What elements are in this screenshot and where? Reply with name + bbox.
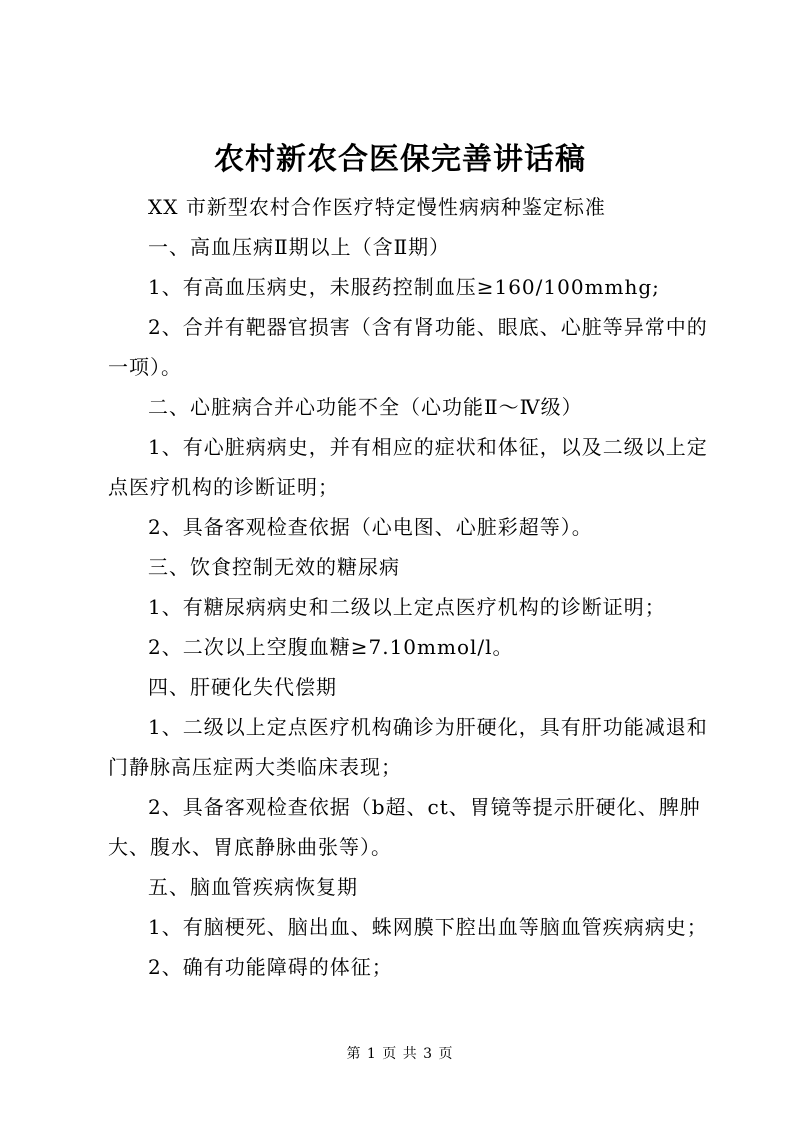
section-heading-3: 三、饮食控制无效的糖尿病 [148,555,400,579]
document-body [108,187,708,987]
paragraph: 2、具备客观检查依据（b超、ct、胃镜等提示肝硬化、脾肿大、腹水、胃底静脉曲张等）。 [108,795,701,859]
section-heading-2: 二、心脏病合并心功能不全（心功能Ⅱ～Ⅳ级） [148,395,583,419]
paragraph: 2、确有功能障碍的体征； [148,955,393,979]
paragraph-heading: XX 市新型农村合作医疗特定慢性病病种鉴定标准 [148,195,606,219]
paragraph: 1、有高血压病史，未服药控制血压≥160/100mmhg; [148,275,660,299]
section-heading-4: 四、肝硬化失代偿期 [148,675,337,699]
paragraph: 1、有心脏病病史，并有相应的症状和体征，以及二级以上定点医疗机构的诊断证明； [108,435,708,499]
paragraph: 2、二次以上空腹血糖≥7.10mmol/l。 [148,635,514,659]
page-number-footer: 第 1 页 共 3 页 [346,1046,454,1062]
paragraph: 2、合并有靶器官损害（含有肾功能、眼底、心脏等异常中的一项）。 [108,315,708,379]
section-heading-1: 一、高血压病Ⅱ期以上（含Ⅱ期） [148,235,451,259]
paragraph: 1、有脑梗死、脑出血、蛛网膜下腔出血等脑血管疾病病史； [148,915,708,939]
paragraph: 1、二级以上定点医疗机构确诊为肝硬化，具有肝功能减退和门静脉高压症两大类临床表现； [108,715,708,779]
paragraph: 2、具备客观检查依据（心电图、心脏彩超等）。 [148,515,593,539]
section-heading-5: 五、脑血管疾病恢复期 [148,875,358,899]
paragraph: 1、有糖尿病病史和二级以上定点医疗机构的诊断证明； [148,595,666,619]
document-title: 农村新农合医保完善讲话稿 [214,142,586,177]
